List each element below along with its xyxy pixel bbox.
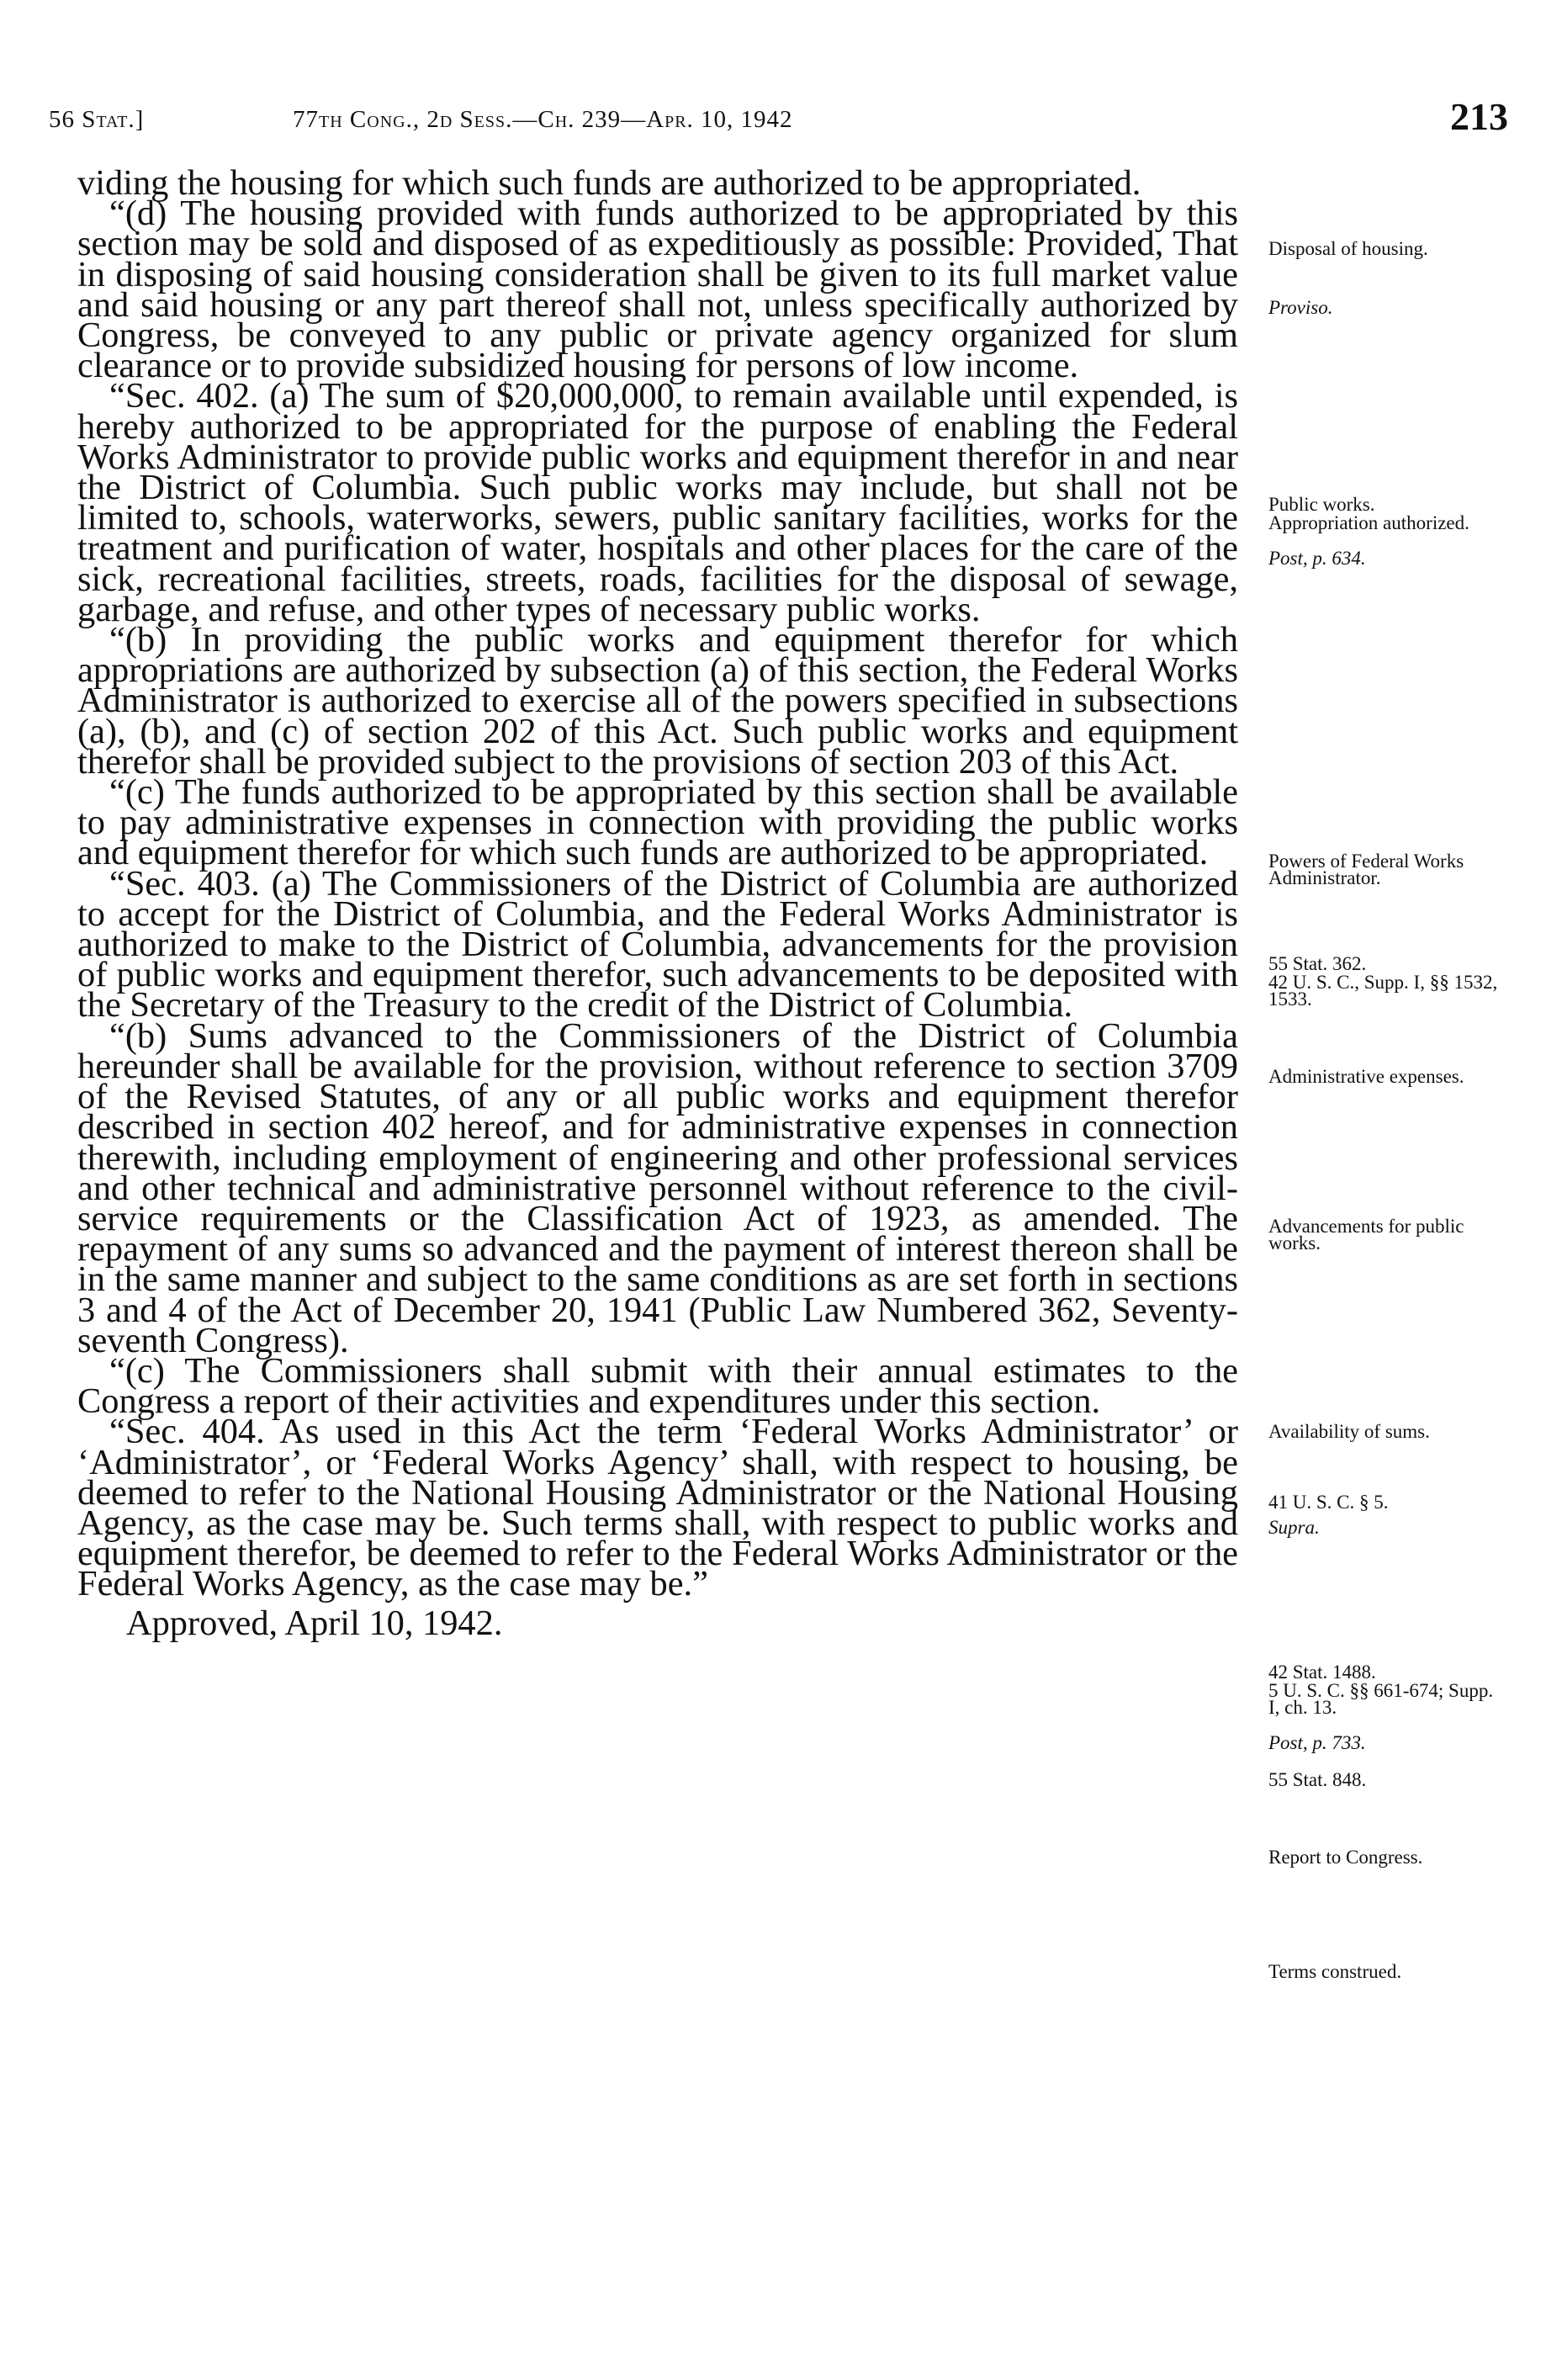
paragraph-d: “(d) The housing provided with funds authorized to be appropriated by this section may be sold and disposed of as expeditiously as possible: Provided, That in disposing of said housing consideration shall be given to its full market value and said housing or any part thereof shall not, unless specifically authorized by Congress, be conveyed to any public or private agency organized for slum clearance or to provide subsidized housing for persons of low income.	[77, 193, 1238, 386]
margin-note-report: Report to Congress.	[1268, 1847, 1423, 1868]
margin-note-post-634: Post, p. 634.	[1268, 548, 1366, 569]
statute-volume: 56 Stat.]	[49, 106, 145, 133]
page-number: 213	[1450, 95, 1508, 138]
statute-body	[77, 163, 1238, 1643]
margin-note-appropriation: Appropriation authorized.	[1268, 512, 1469, 533]
running-header	[49, 94, 1508, 145]
paragraph-sec-403-b: “(b) Sums advanced to the Commissioners of the District of Columbia hereunder shall be available for the provision, without reference to section 3709 of the Revised Statutes, of any or all public works and equipment therefor described in section 402 hereof, and for administrative expenses in connection therewith, including employment of engineering and other professional services and other technical and administrative personnel without reference to the civil-service requirements or the Classification Act of 1923, as amended. The repayment of any sums so advanced and the payment of interest thereon shall be in the same manner and subject to the same conditions as are set forth in sections 3 and 4 of the Act of December 20, 1941 (Public Law Numbered 362, Seventy-seventh Congress).	[77, 1015, 1238, 1360]
paragraph-sec-402-b: “(b) In providing the public works and equipment therefor for which appropriations are authorized by subsection (a) of this section, the Federal Works Administrator is authorized to exercise all of the powers specified in subsections (a), (b), and (c) of section 202 of this Act. Such public works and equipment therefor shall be provided subject to the provisions of section 203 of this Act.	[77, 620, 1238, 782]
margin-note-post-733: Post, p. 733.	[1268, 1732, 1366, 1753]
margin-note-powers: Powers of Federal Works Administrator.	[1268, 851, 1464, 888]
margin-note-disposal: Disposal of housing.	[1268, 238, 1428, 259]
margin-note-advancements: Advancements for public works.	[1268, 1216, 1464, 1254]
margin-note-usc-661: 5 U. S. C. §§ 661-674; Supp. I, ch. 13.	[1268, 1680, 1494, 1718]
margin-note-stat-362: 55 Stat. 362.	[1268, 953, 1367, 974]
paragraph-sec-402-a: “Sec. 402. (a) The sum of $20,000,000, to remain available until expended, is hereby authorized to be appropriated for the purpose of enabling the Federal Works Administrator to provide public works and equipment therefor in and near the District of Columbia. Such public works may include, but shall not be limited to, schools, waterworks, sewers, public sanitary facilities, works for the treatment and purification of water, hospitals and other places for the care of the sick, recreational facilities, streets, roads, facilities for the disposal of sewage, garbage, and refuse, and other types of necessary public works.	[77, 376, 1238, 629]
paragraph-continuation: viding the housing for which such funds are authorized to be appropriated.	[77, 163, 1141, 203]
margin-note-usc-1532: 42 U. S. C., Supp. I, §§ 1532, 1533.	[1268, 972, 1498, 1010]
margin-note-terms: Terms construed.	[1268, 1961, 1402, 1982]
paragraph-sec-403-a: “Sec. 403. (a) The Commissioners of the District of Columbia are authorized to accept for the District of Columbia, and the Federal Works Administrator is authorized to make to the District of Columbia, advancements for the provision of public works and equipment therefor, such advancements to be deposited with the Secretary of the Treasury to the credit of the District of Columbia.	[77, 863, 1238, 1026]
session-chapter-date: 77th Cong., 2d Sess.—Ch. 239—Apr. 10, 1942	[293, 106, 793, 133]
margin-note-proviso: Proviso.	[1268, 297, 1333, 318]
approval-line: Approved, April 10, 1942.	[126, 1603, 503, 1643]
margin-note-stat-1488: 42 Stat. 1488.	[1268, 1662, 1376, 1683]
margin-note-stat-848: 55 Stat. 848.	[1268, 1769, 1367, 1790]
margin-note-supra: Supra.	[1268, 1517, 1320, 1538]
paragraph-sec-403-c: “(c) The Commissioners shall submit with their annual estimates to the Congress a report of their activities and expenditures under this section.	[77, 1350, 1238, 1422]
paragraph-sec-404: “Sec. 404. As used in this Act the term ‘Federal Works Administrator’ or ‘Administrator’, or ‘Federal Works Agency’ shall, with respect to housing, be deemed to refer to the National Housing Administrator or the National Housing Agency, as the case may be. Such terms shall, with respect to public works and equipment therefor, be deemed to refer to the Federal Works Administrator or the Federal Works Agency, as the case may be.”	[77, 1412, 1238, 1604]
margin-note-availability: Availability of sums.	[1268, 1421, 1430, 1442]
margin-note-admin-expenses: Administrative expenses.	[1268, 1066, 1464, 1087]
paragraph-sec-402-c: “(c) The funds authorized to be appropriated by this section shall be available to pay administrative expenses in connection with providing the public works and equipment therefor for which such funds are authorized to be appropriated.	[77, 772, 1238, 873]
margin-note-public-works: Public works.	[1268, 494, 1375, 515]
margin-note-usc-41: 41 U. S. C. § 5.	[1268, 1492, 1389, 1513]
